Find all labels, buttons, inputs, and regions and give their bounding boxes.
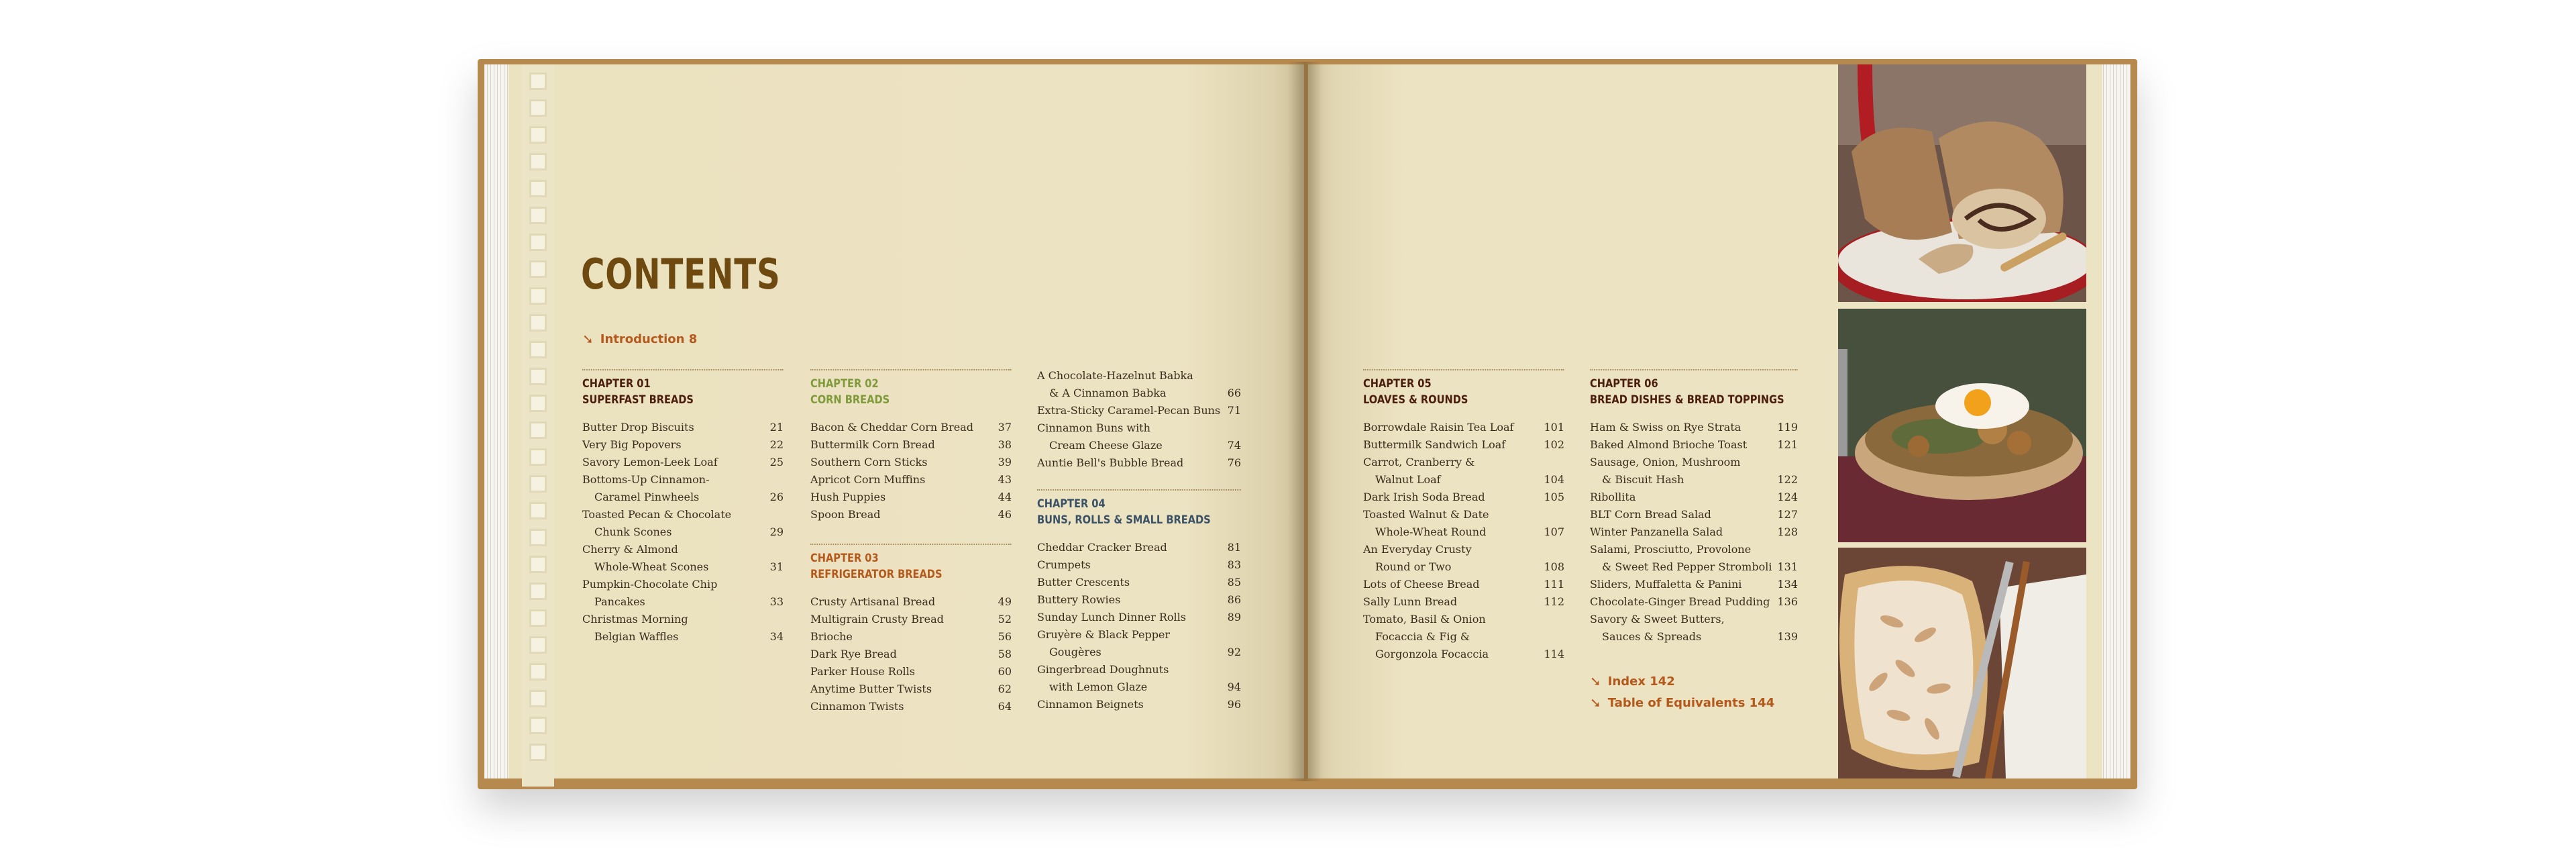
toc-entry-page: 37 — [998, 421, 1012, 434]
book-spine — [1288, 62, 1322, 781]
toc-column-1 — [582, 369, 784, 646]
toc-entry-title: Bacon & Cheddar Corn Bread — [810, 421, 973, 434]
toc-entry-title: Spoon Bread — [810, 508, 881, 521]
toc-entry-page: 107 — [1544, 525, 1564, 538]
toc-entry-page: 102 — [1544, 438, 1564, 451]
toc-entry-page: 111 — [1544, 578, 1564, 591]
film-hole — [529, 556, 547, 573]
toc-entry-page: 92 — [1227, 646, 1241, 658]
toc-entry[interactable] — [810, 454, 1012, 471]
toc-entry-page: 62 — [998, 683, 1012, 695]
page-edges-right — [2100, 64, 2131, 778]
film-hole — [529, 153, 547, 170]
toc-entry[interactable] — [1037, 696, 1241, 713]
toc-entry-page: 134 — [1777, 578, 1798, 591]
toc-entry-page: 64 — [998, 700, 1012, 713]
film-strip-border — [522, 64, 554, 787]
toc-entry-title: Sliders, Muffaletta & Panini — [1590, 578, 1742, 591]
chapter-name: REFRIGERATOR BREADS — [810, 568, 943, 581]
arrow-down-right-icon: ➘ — [582, 331, 594, 347]
toc-entry-page: 83 — [1227, 558, 1241, 571]
toc-entry[interactable] — [1037, 661, 1241, 696]
toc-entry-page: 44 — [998, 491, 1012, 503]
toc-entry[interactable] — [1037, 609, 1241, 626]
chapter-01-entries — [582, 419, 784, 646]
toc-entry-page: 96 — [1227, 698, 1241, 711]
toc-entry-title: Southern Corn Sticks — [810, 456, 928, 468]
toc-entry[interactable] — [582, 576, 784, 611]
chapter-05-heading[interactable] — [1363, 369, 1564, 408]
toc-entry[interactable] — [810, 593, 1012, 611]
chapter-03-heading[interactable] — [810, 544, 1011, 583]
toc-entry-title: BLT Corn Bread Salad — [1590, 508, 1711, 521]
toc-entry[interactable] — [810, 419, 1012, 436]
toc-entry-title: Sally Lunn Bread — [1363, 595, 1458, 608]
toc-entry[interactable] — [1590, 593, 1798, 611]
toc-entry[interactable] — [582, 471, 784, 506]
chapter-02-heading[interactable] — [810, 369, 1011, 408]
toc-entry-page: 127 — [1777, 508, 1798, 521]
chapter-06-heading[interactable] — [1590, 369, 1797, 408]
equivalents-link[interactable] — [1590, 695, 1774, 711]
film-hole — [529, 636, 547, 654]
chapter-04-heading[interactable] — [1037, 489, 1240, 528]
almond-toast-photo — [1838, 548, 2086, 778]
toc-entry[interactable] — [1037, 454, 1241, 472]
film-hole — [529, 395, 547, 412]
toc-entry-title: Crusty Artisanal Bread — [810, 595, 936, 608]
toc-entry-page: 74 — [1227, 439, 1241, 452]
toc-entry-title: Bottoms-Up Cinnamon- Caramel Pinwheels — [582, 473, 710, 503]
film-hole — [529, 234, 547, 251]
toc-column-5 — [1590, 369, 1798, 646]
index-label: Index 142 — [1607, 674, 1675, 689]
toc-entry-title: Dark Rye Bread — [810, 648, 897, 660]
toc-entry[interactable] — [1363, 489, 1564, 506]
toc-entry[interactable] — [1037, 591, 1241, 609]
toc-entry-page: 52 — [998, 613, 1012, 625]
film-hole — [529, 126, 547, 144]
toc-entry-title: Tomato, Basil & Onion Focaccia & Fig & Gorgonzola Focaccia — [1363, 613, 1489, 660]
toc-entry[interactable] — [810, 698, 1012, 715]
toc-entry[interactable] — [1590, 436, 1798, 454]
toc-entry[interactable] — [582, 611, 784, 646]
toc-entry[interactable] — [810, 663, 1012, 681]
toc-entry-title: Very Big Popovers — [582, 438, 682, 451]
toc-entry[interactable] — [1590, 419, 1798, 436]
toc-entry-title: Cinnamon Twists — [810, 700, 904, 713]
toc-column-2 — [810, 369, 1012, 715]
chapter-number: CHAPTER 05 — [1363, 377, 1432, 391]
toc-entry-page: 25 — [769, 456, 784, 468]
toc-entry-page: 56 — [998, 630, 1012, 643]
toc-entry[interactable] — [810, 611, 1012, 628]
toc-entry-title: Buttermilk Corn Bread — [810, 438, 935, 451]
toc-entry[interactable] — [582, 419, 784, 436]
film-hole — [529, 207, 547, 224]
film-hole — [529, 99, 547, 117]
toc-entry-page: 58 — [998, 648, 1012, 660]
toc-entry[interactable] — [1037, 626, 1241, 661]
toc-entry-title: Savory & Sweet Butters, Sauces & Spreads — [1590, 613, 1725, 643]
toc-entry[interactable] — [1590, 489, 1798, 506]
toc-entry-title: Winter Panzanella Salad — [1590, 525, 1723, 538]
toc-entry-page: 104 — [1544, 473, 1564, 486]
toc-entry-title: Apricot Corn Muffins — [810, 473, 926, 486]
toc-entry-title: Ham & Swiss on Rye Strata — [1590, 421, 1741, 434]
toc-entry-page: 34 — [769, 630, 784, 643]
toc-entry[interactable] — [810, 506, 1012, 523]
toc-entry[interactable] — [810, 436, 1012, 454]
chapter-name: LOAVES & ROUNDS — [1363, 393, 1468, 407]
toc-entry-title: Salami, Prosciutto, Provolone & Sweet Red Pepper Stromboli — [1590, 543, 1772, 573]
toc-entry-title: Dark Irish Soda Bread — [1363, 491, 1485, 503]
toc-entry-page: 131 — [1777, 560, 1798, 573]
arrow-down-right-icon: ➘ — [1590, 673, 1601, 689]
toc-entry-title: Crumpets — [1037, 558, 1091, 571]
introduction-label: Introduction 8 — [600, 332, 698, 346]
chapter-name: BREAD DISHES & BREAD TOPPINGS — [1590, 393, 1784, 407]
toc-entry-title: Toasted Pecan & Chocolate Chunk Scones — [582, 508, 732, 538]
chapter-05-entries — [1363, 419, 1564, 663]
chapter-name: BUNS, ROLLS & SMALL BREADS — [1037, 513, 1211, 527]
chapter-02-entries — [810, 419, 1012, 523]
toc-entry[interactable] — [582, 506, 784, 541]
toc-entry[interactable] — [1590, 541, 1798, 576]
toc-entry-page: 108 — [1544, 560, 1564, 573]
toc-entry[interactable] — [1037, 402, 1241, 419]
toc-entry-title: Borrowdale Raisin Tea Loaf — [1363, 421, 1514, 434]
film-hole — [529, 341, 547, 358]
toc-entry[interactable] — [1363, 454, 1564, 489]
toc-entry-title: Sunday Lunch Dinner Rolls — [1037, 611, 1186, 623]
film-hole — [529, 744, 547, 761]
toc-entry-page: 124 — [1777, 491, 1798, 503]
toc-entry[interactable] — [1037, 419, 1241, 454]
index-link[interactable] — [1590, 673, 1675, 689]
chapter-name: CORN BREADS — [810, 393, 890, 407]
toc-entry[interactable] — [810, 646, 1012, 663]
toc-entry-title: Baked Almond Brioche Toast — [1590, 438, 1748, 451]
toc-entry[interactable] — [810, 681, 1012, 698]
toc-entry-page: 60 — [998, 665, 1012, 678]
toc-entry-page: 71 — [1227, 404, 1241, 417]
film-hole — [529, 663, 547, 681]
toc-entry[interactable] — [1590, 506, 1798, 523]
toc-entry-title: Christmas Morning Belgian Waffles — [582, 613, 688, 643]
toc-entry-page: 114 — [1544, 648, 1564, 660]
toc-entry-title: Sausage, Onion, Mushroom & Biscuit Hash — [1590, 456, 1741, 486]
toc-entry-page: 49 — [998, 595, 1012, 608]
cinnamon-swirl-bread-photo — [1838, 64, 2086, 302]
toc-entry-page: 119 — [1777, 421, 1798, 434]
toc-entry[interactable] — [1590, 523, 1798, 541]
toc-entry-title: Butter Crescents — [1037, 576, 1130, 589]
film-hole — [529, 314, 547, 332]
toc-entry-title: Toasted Walnut & Date Whole-Wheat Round — [1363, 508, 1489, 538]
toc-entry-title: Pumpkin-Chocolate Chip Pancakes — [582, 578, 718, 608]
toc-entry[interactable] — [1590, 454, 1798, 489]
egg-hash-bowl-photo — [1838, 309, 2086, 542]
toc-entry-title: Parker House Rolls — [810, 665, 915, 678]
film-hole — [529, 368, 547, 385]
toc-entry[interactable] — [1363, 593, 1564, 611]
toc-entry-title: Multigrain Crusty Bread — [810, 613, 944, 625]
film-hole — [529, 529, 547, 546]
toc-entry-page: 39 — [998, 456, 1012, 468]
toc-entry-page: 29 — [769, 525, 784, 538]
equivalents-label: Table of Equivalents 144 — [1607, 695, 1775, 710]
toc-entry-page: 121 — [1777, 438, 1798, 451]
toc-entry-title: Carrot, Cranberry & Walnut Loaf — [1363, 456, 1475, 486]
page-edges-left — [484, 64, 511, 778]
film-hole — [529, 260, 547, 278]
toc-entry-page: 94 — [1227, 681, 1241, 693]
toc-entry-page: 31 — [769, 560, 784, 573]
toc-entry[interactable] — [810, 628, 1012, 646]
chapter-number: CHAPTER 03 — [810, 552, 879, 565]
toc-entry-title: Auntie Bell's Bubble Bread — [1037, 456, 1184, 469]
toc-entry-page: 76 — [1227, 456, 1241, 469]
chapter-03-continued-entries — [1037, 367, 1241, 472]
toc-entry-page: 81 — [1227, 541, 1241, 554]
film-hole — [529, 502, 547, 519]
toc-entry-title: Cinnamon Beignets — [1037, 698, 1144, 711]
film-hole — [529, 609, 547, 627]
chapter-03-entries — [810, 593, 1012, 715]
film-hole — [529, 690, 547, 707]
toc-entry-page: 128 — [1777, 525, 1798, 538]
toc-entry-page: 86 — [1227, 593, 1241, 606]
toc-entry-page: 26 — [769, 491, 784, 503]
toc-entry-title: A Chocolate-Hazelnut Babka & A Cinnamon Babka — [1037, 369, 1193, 399]
toc-entry-title: Buttermilk Sandwich Loaf — [1363, 438, 1506, 451]
toc-entry[interactable] — [810, 471, 1012, 489]
film-hole — [529, 72, 547, 90]
film-hole — [529, 475, 547, 493]
toc-entry-title: Chocolate-Ginger Bread Pudding — [1590, 595, 1770, 608]
toc-entry-title: An Everyday Crusty Round or Two — [1363, 543, 1472, 573]
toc-entry-title: Cherry & Almond Whole-Wheat Scones — [582, 543, 709, 573]
chapter-name: SUPERFAST BREADS — [582, 393, 694, 407]
toc-entry[interactable] — [1363, 611, 1564, 663]
toc-entry[interactable] — [1363, 576, 1564, 593]
toc-entry[interactable] — [1037, 574, 1241, 591]
toc-entry-page: 122 — [1777, 473, 1798, 486]
toc-entry-title: Gruyère & Black Pepper Gougères — [1037, 628, 1171, 658]
toc-column-4 — [1363, 369, 1564, 663]
toc-entry-page: 33 — [769, 595, 784, 608]
chapter-number: CHAPTER 06 — [1590, 377, 1658, 391]
toc-entry-title: Butter Drop Biscuits — [582, 421, 694, 434]
toc-entry-title: Extra-Sticky Caramel-Pecan Buns — [1037, 404, 1221, 417]
toc-entry[interactable] — [582, 436, 784, 454]
toc-entry[interactable] — [1363, 506, 1564, 541]
toc-entry[interactable] — [1037, 367, 1241, 402]
toc-entry[interactable] — [1363, 541, 1564, 576]
toc-entry-title: Lots of Cheese Bread — [1363, 578, 1480, 591]
contents-title: CONTENTS — [581, 250, 781, 299]
toc-entry[interactable] — [582, 541, 784, 576]
toc-entry-page: 101 — [1544, 421, 1564, 434]
toc-entry-page: 22 — [769, 438, 784, 451]
toc-entry-page: 85 — [1227, 576, 1241, 589]
arrow-down-right-icon: ➘ — [1590, 695, 1601, 711]
toc-entry[interactable] — [1037, 556, 1241, 574]
toc-entry-title: Gingerbread Doughnuts with Lemon Glaze — [1037, 663, 1169, 693]
toc-entry-page: 66 — [1227, 387, 1241, 399]
toc-entry[interactable] — [1590, 576, 1798, 593]
toc-entry-page: 21 — [769, 421, 784, 434]
chapter-number: CHAPTER 02 — [810, 377, 879, 391]
film-hole — [529, 717, 547, 734]
toc-entry[interactable] — [1363, 436, 1564, 454]
chapter-01-heading[interactable] — [582, 369, 783, 408]
toc-entry-page: 105 — [1544, 491, 1564, 503]
toc-entry-page: 38 — [998, 438, 1012, 451]
film-hole — [529, 583, 547, 600]
toc-entry-title: Cheddar Cracker Bread — [1037, 541, 1167, 554]
chapter-06-entries — [1590, 419, 1798, 646]
chapter-number: CHAPTER 01 — [582, 377, 651, 391]
toc-entry-title: Savory Lemon-Leek Loaf — [582, 456, 718, 468]
toc-entry-page: 46 — [998, 508, 1012, 521]
film-hole — [529, 180, 547, 197]
chapter-number: CHAPTER 04 — [1037, 497, 1106, 511]
toc-entry[interactable] — [1590, 611, 1798, 646]
film-hole — [529, 287, 547, 305]
toc-entry-page: 112 — [1544, 595, 1564, 608]
film-hole — [529, 421, 547, 439]
toc-column-3 — [1037, 367, 1241, 713]
chapter-04-entries — [1037, 539, 1241, 713]
toc-entry-title: Buttery Rowies — [1037, 593, 1121, 606]
toc-entry[interactable] — [582, 454, 784, 471]
toc-entry-title: Anytime Butter Twists — [810, 683, 932, 695]
toc-entry[interactable] — [1037, 539, 1241, 556]
toc-entry-page: 43 — [998, 473, 1012, 486]
toc-entry-title: Hush Puppies — [810, 491, 886, 503]
toc-entry[interactable] — [1363, 419, 1564, 436]
toc-entry-title: Brioche — [810, 630, 853, 643]
introduction-link[interactable] — [582, 331, 697, 347]
toc-entry[interactable] — [810, 489, 1012, 506]
toc-entry-page: 139 — [1777, 630, 1798, 643]
toc-entry-page: 136 — [1777, 595, 1798, 608]
toc-entry-page: 89 — [1227, 611, 1241, 623]
toc-entry-title: Cinnamon Buns with Cream Cheese Glaze — [1037, 421, 1163, 452]
toc-entry-title: Ribollita — [1590, 491, 1636, 503]
film-hole — [529, 448, 547, 466]
